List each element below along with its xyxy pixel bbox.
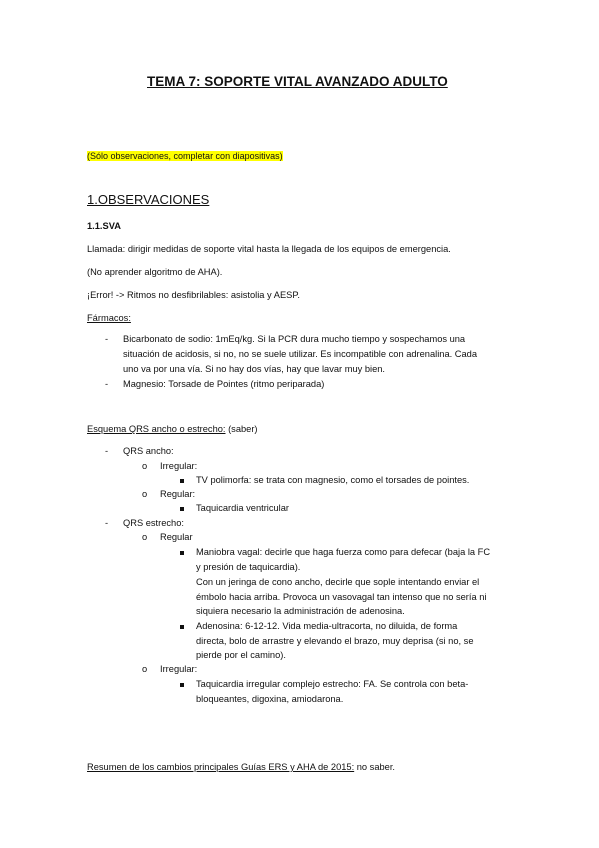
list-item-line: QRS estrecho: — [123, 518, 184, 528]
square-bullet — [180, 683, 184, 687]
resumen-suffix: no saber. — [354, 762, 396, 772]
list-item-line: y presión de taquicardia). — [196, 562, 301, 572]
list-item-line: Taquicardia irregular complejo estrecho: FA. Se controla con beta- — [196, 679, 469, 689]
dash-bullet: - — [105, 518, 109, 528]
list-item-line: Regular — [160, 532, 193, 542]
list-item-line: Maniobra vagal: decirle que haga fuerza como para defecar (baja la FC — [196, 547, 491, 557]
dash-bullet: - — [105, 379, 109, 389]
list-item-line: uno va por una vía. Si no hay dos vías, hay que lavar muy bien. — [123, 364, 386, 374]
highlighted-note: (Sólo observaciones, completar con diapositivas) — [87, 151, 283, 161]
list-item-line: émbolo hacia arriba. Provoca un vasovagal tan intenso que no sería ni — [196, 592, 487, 602]
dash-bullet: - — [105, 446, 109, 456]
paragraph: ¡Error! -> Ritmos no desfibrilables: asistolia y AESP. — [87, 290, 300, 300]
list-item-line: siquiera necesario la administración de adenosina. — [196, 606, 405, 616]
section-heading: 1.OBSERVACIONES — [87, 192, 210, 207]
dash-bullet: - — [105, 334, 109, 344]
subsection-heading: 1.1.SVA — [87, 221, 121, 231]
paragraph: Llamada: dirigir medidas de soporte vital hasta la llegada de los equipos de emergencia. — [87, 244, 451, 254]
qrs-heading-label: Esquema QRS ancho o estrecho: — [87, 424, 226, 434]
farmacos-heading: Fármacos: — [87, 313, 131, 323]
list-item-line: Regular: — [160, 489, 196, 499]
list-item-line: Magnesio: Torsade de Pointes (ritmo periparada) — [123, 379, 325, 389]
list-item-line: Taquicardia ventricular — [196, 503, 290, 513]
list-item-line: situación de acidosis, si no, no se suele utilizar. Es incompatible con adrenalina. Cada — [123, 349, 478, 359]
list-item-line: directa, bolo de arrastre y elevando el brazo, muy deprisa (si no, se — [196, 636, 474, 646]
list-item-line: QRS ancho: — [123, 446, 174, 456]
resumen-line — [87, 762, 395, 772]
circle-bullet: o — [142, 461, 148, 471]
square-bullet — [180, 551, 184, 555]
list-item-line: Irregular: — [160, 461, 198, 471]
resumen-label: Resumen de los cambios principales Guías ERS y AHA de 2015: — [87, 762, 355, 772]
list-item-line: Con un jeringa de cono ancho, decirle que sople intentando enviar el — [196, 577, 480, 587]
list-item-line: Bicarbonato de sodio: 1mEq/kg. Si la PCR dura mucho tiempo y sospechamos una — [123, 334, 466, 344]
list-item-line: Adenosina: 6-12-12. Vida media-ultracorta, no diluida, de forma — [196, 621, 458, 631]
circle-bullet: o — [142, 532, 148, 542]
list-item-line: Irregular: — [160, 664, 198, 674]
qrs-heading-suffix: (saber) — [225, 424, 258, 434]
circle-bullet: o — [142, 664, 148, 674]
paragraph: (No aprender algoritmo de AHA). — [87, 267, 223, 277]
square-bullet — [180, 507, 184, 511]
square-bullet — [180, 625, 184, 629]
square-bullet — [180, 479, 184, 483]
list-item-line: pierde por el camino). — [196, 650, 286, 660]
page-title: TEMA 7: SOPORTE VITAL AVANZADO ADULTO — [147, 74, 448, 89]
qrs-heading — [87, 424, 258, 434]
list-item-line: TV polimorfa: se trata con magnesio, como el torsades de pointes. — [196, 475, 470, 485]
list-item-line: bloqueantes, digoxina, amiodarona. — [196, 694, 344, 704]
circle-bullet: o — [142, 489, 148, 499]
